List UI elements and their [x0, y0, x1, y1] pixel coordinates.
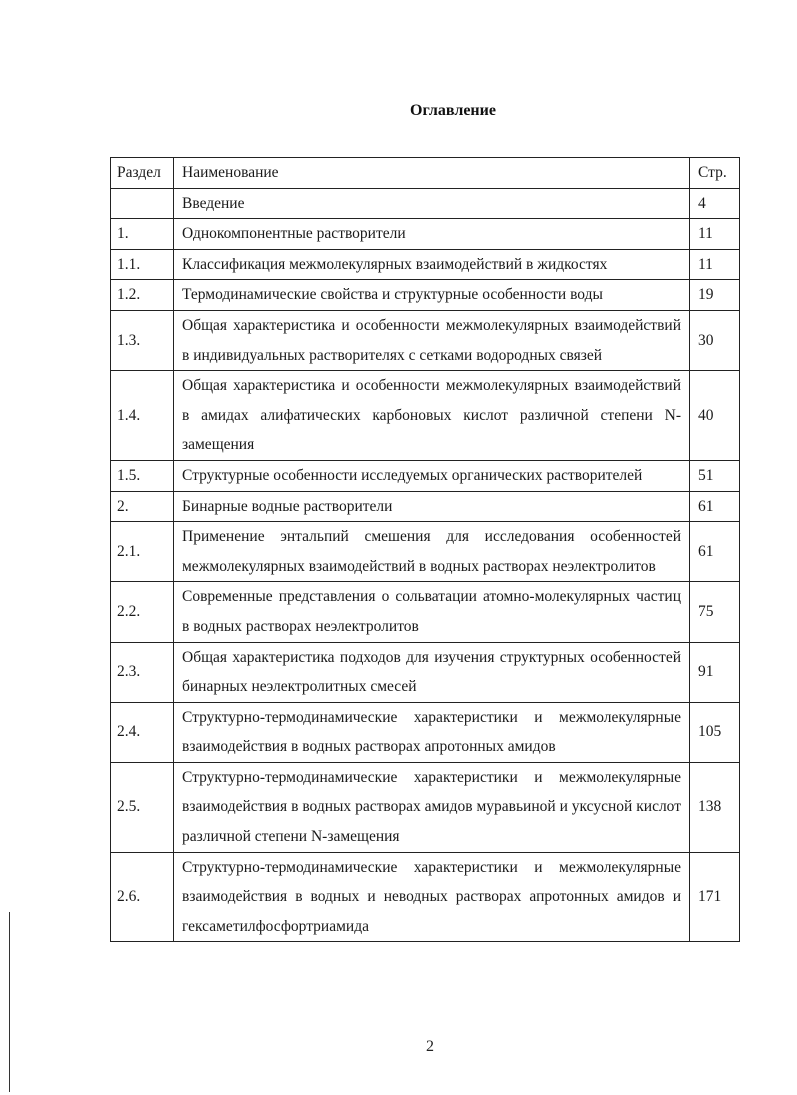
- row-section: 2.1.: [111, 522, 174, 582]
- row-page: 4: [690, 188, 740, 219]
- table-row: [111, 249, 740, 280]
- row-page: 91: [690, 642, 740, 702]
- row-section: 2.3.: [111, 642, 174, 702]
- row-page: 171: [690, 852, 740, 942]
- table-row: [111, 371, 740, 461]
- row-section: 1.1.: [111, 249, 174, 280]
- row-section: 2.: [111, 491, 174, 522]
- table-row: [111, 522, 740, 582]
- page-number: 2: [426, 1038, 434, 1055]
- row-title: Общая характеристика и особенности межмолекулярных взаимодействий в индивидуальных растворителях с сетками водородных связей: [174, 310, 690, 370]
- row-section: 1.5.: [111, 460, 174, 491]
- row-title: Структурно-термодинамические характеристики и межмолекулярные взаимодействия в водных растворах апротонных амидов: [174, 702, 690, 762]
- row-page: 11: [690, 249, 740, 280]
- row-page: 40: [690, 371, 740, 461]
- row-section: 1.4.: [111, 371, 174, 461]
- table-row: [111, 460, 740, 491]
- row-page: 105: [690, 702, 740, 762]
- row-section: 2.5.: [111, 762, 174, 852]
- table-of-contents: [110, 157, 740, 942]
- row-title: Классификация межмолекулярных взаимодействий в жидкостях: [174, 249, 690, 280]
- row-section: 2.4.: [111, 702, 174, 762]
- table-row: [111, 188, 740, 219]
- row-page: 61: [690, 522, 740, 582]
- row-page: 30: [690, 310, 740, 370]
- table-row: [111, 310, 740, 370]
- row-title: Введение: [174, 188, 690, 219]
- row-page: 19: [690, 280, 740, 311]
- table-header-row: [111, 158, 740, 189]
- table-row: [111, 762, 740, 852]
- row-title: Структурные особенности исследуемых органических растворителей: [174, 460, 690, 491]
- row-page: 61: [690, 491, 740, 522]
- table-row: [111, 702, 740, 762]
- row-title: Термодинамические свойства и структурные особенности воды: [174, 280, 690, 311]
- page-title: Оглавление: [410, 102, 496, 119]
- row-title: Структурно-термодинамические характеристики и межмолекулярные взаимодействия в водных растворах амидов муравьиной и уксусной кислот различной степени N-замещения: [174, 762, 690, 852]
- row-section: 2.6.: [111, 852, 174, 942]
- row-title: Современные представления о сольватации атомно-молекулярных частиц в водных растворах неэлектролитов: [174, 582, 690, 642]
- table-row: [111, 642, 740, 702]
- row-title: Однокомпонентные растворители: [174, 219, 690, 250]
- row-title: Общая характеристика подходов для изучения структурных особенностей бинарных неэлектролитных смесей: [174, 642, 690, 702]
- row-page: 51: [690, 460, 740, 491]
- table-row: [111, 582, 740, 642]
- header-page: Стр.: [690, 158, 740, 189]
- row-section: 1.: [111, 219, 174, 250]
- row-section: 1.3.: [111, 310, 174, 370]
- table-row: [111, 219, 740, 250]
- table-row: [111, 852, 740, 942]
- row-section: 2.2.: [111, 582, 174, 642]
- row-page: 138: [690, 762, 740, 852]
- row-section: [111, 188, 174, 219]
- row-title: Общая характеристика и особенности межмолекулярных взаимодействий в амидах алифатических карбоновых кислот различной степени N-замещения: [174, 371, 690, 461]
- row-title: Применение энтальпий смешения для исследования особенностей межмолекулярных взаимодействий в водных растворах неэлектролитов: [174, 522, 690, 582]
- header-section: Раздел: [111, 158, 174, 189]
- row-page: 75: [690, 582, 740, 642]
- scan-edge-line: [9, 912, 10, 1092]
- row-title: Структурно-термодинамические характеристики и межмолекулярные взаимодействия в водных и неводных растворах апротонных амидов и гексаметилфосфортриамида: [174, 852, 690, 942]
- row-title: Бинарные водные растворители: [174, 491, 690, 522]
- table-row: [111, 280, 740, 311]
- row-section: 1.2.: [111, 280, 174, 311]
- row-page: 11: [690, 219, 740, 250]
- table-row: [111, 491, 740, 522]
- header-name: Наименование: [174, 158, 690, 189]
